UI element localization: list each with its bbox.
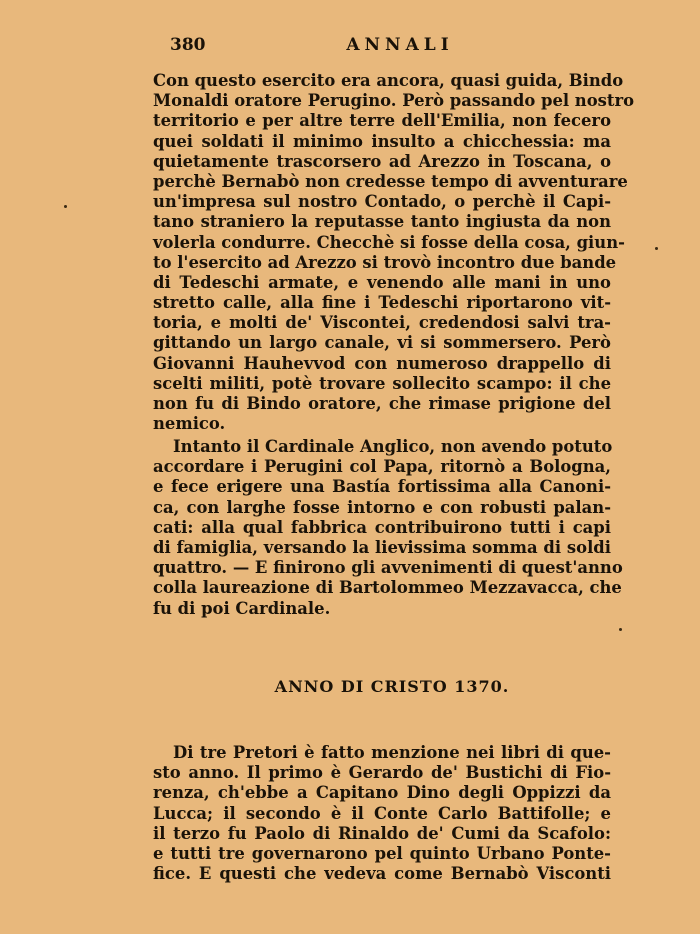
text-line: accordare i Perugini col Papa, ritornò a Bologna, — [153, 457, 611, 477]
text-line: Giovanni Hauhevvod con numeroso drappello di — [153, 353, 611, 373]
text-line: Intanto il Cardinale Anglico, non avendo potuto — [173, 437, 613, 456]
text-line: fice. E questi che vedeva come Bernabò Visconti — [153, 864, 611, 884]
text-line: di famiglia, versando la lievissima somma di soldi — [153, 537, 611, 557]
text-line: colla laureazione di Bartolommeo Mezzavacca, che — [153, 578, 622, 598]
text-line: e fece erigere una Bastía fortissima alla Canoni- — [153, 477, 611, 497]
page-number: 380 — [170, 35, 206, 55]
text-line: di Tedeschi armate, e venendo alle mani in uno — [153, 272, 611, 292]
paper-speck — [619, 628, 622, 631]
text-line: quei soldati il minimo insulto a chicchessia: ma — [153, 131, 611, 151]
paragraph-2 — [153, 437, 623, 619]
text-line: Di tre Pretori è fatto menzione nei libri di que- — [173, 743, 611, 762]
text-line: fu di poi Cardinale. — [153, 598, 331, 618]
text-line: non fu di Bindo oratore, che rimase prigione del — [153, 394, 611, 413]
paper-speck — [655, 247, 658, 250]
text-line: perchè Bernabò non credesse tempo di avventurare — [153, 171, 628, 191]
text-line: scelti militi, potè trovare sollecito scampo: il che — [153, 373, 611, 393]
text-line: ca, con larghe fosse intorno e con robusti palan- — [153, 497, 611, 517]
text-line: to l'esercito ad Arezzo si trovò incontro due bande — [153, 252, 617, 272]
text-line: gittando un largo canale, vi si sommersero. Però — [153, 333, 611, 353]
running-head — [170, 32, 610, 58]
text-line: cati: alla qual fabbrica contribuirono tutti i capi — [153, 517, 611, 537]
text-line: Lucca; il secondo è il Conte Carlo Battifolle; e — [153, 803, 611, 823]
paper-speck — [64, 205, 67, 208]
text-line: nemico. — [153, 414, 226, 434]
text-line: Monaldi oratore Perugino. Però passando pel nostro — [153, 91, 635, 111]
paragraph-3 — [153, 743, 611, 884]
running-title: ANNALI — [346, 35, 454, 55]
text-line: sto anno. Il primo è Gerardo de' Bustichi di Fio- — [153, 763, 611, 783]
text-line: il terzo fu Paolo di Rinaldo de' Cumi da Scafolo: — [153, 823, 611, 843]
text-line: Con questo esercito era ancora, quasi guida, Bindo — [153, 71, 624, 90]
text-line: stretto calle, alla fine i Tedeschi riportarono vit- — [153, 293, 611, 313]
text-line: toria, e molti de' Viscontei, credendosi salvi tra- — [153, 313, 611, 333]
text-line: tano straniero la reputasse tanto ingiusta da non — [153, 212, 611, 232]
section-heading: ANNO DI CRISTO 1370. — [274, 677, 510, 696]
text-line: e tutti tre governarono pel quinto Urbano Ponte- — [153, 843, 611, 863]
text-line: volerla condurre. Checchè si fosse della cosa, giun- — [153, 232, 625, 252]
paragraph-1 — [153, 71, 635, 434]
text-line: quattro. — E finirono gli avvenimenti di quest'anno — [153, 558, 623, 578]
text-line: un'impresa sul nostro Contado, o perchè il Capi- — [153, 192, 611, 212]
text-line: quietamente trascorsero ad Arezzo in Toscana, o — [153, 151, 611, 171]
text-line: renza, ch'ebbe a Capitano Dino degli Oppizzi da — [153, 783, 611, 803]
text-line: territorio e per altre terre dell'Emilia, non fecero — [153, 111, 611, 131]
